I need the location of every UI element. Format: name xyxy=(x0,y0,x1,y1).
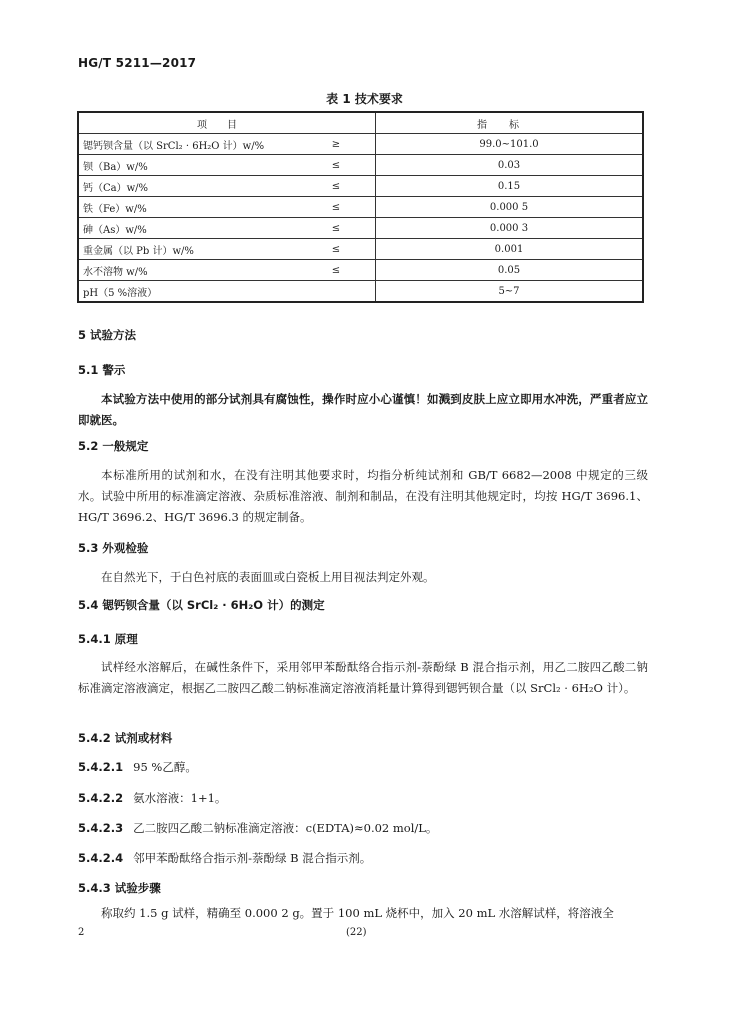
table-title: 表 1 技术要求 xyxy=(326,92,403,106)
row-value: 0.15 xyxy=(376,176,644,197)
row-item: 水不溶物 w/% xyxy=(78,260,297,281)
row-symbol: ≤ xyxy=(297,218,376,239)
warning-text: 本试验方法中使用的部分试剂具有腐蚀性，操作时应小心谨慎！如溅到皮肤上应立即用水冲洗，严重者应立即就医。 xyxy=(78,392,648,427)
row-item: 铁（Fe）w/% xyxy=(78,197,297,218)
section-5-1-heading: 5.1 警示 xyxy=(78,363,126,377)
row-item: pH（5 %溶液） xyxy=(78,281,297,303)
row-symbol: ≤ xyxy=(297,260,376,281)
row-symbol: ≤ xyxy=(297,155,376,176)
column-header-item: 项目 xyxy=(78,112,376,134)
table-row xyxy=(78,134,643,155)
row-symbol: ≤ xyxy=(297,176,376,197)
reagent-item-1 xyxy=(78,759,197,775)
reagent-number: 5.4.2.2 xyxy=(78,791,124,805)
technical-requirements-table xyxy=(77,111,644,303)
reagent-item-2 xyxy=(78,790,226,806)
row-item: 重金属（以 Pb 计）w/% xyxy=(78,239,297,260)
table-header-row xyxy=(78,112,643,134)
table-row xyxy=(78,239,643,260)
table-row xyxy=(78,281,643,303)
row-symbol xyxy=(297,281,376,303)
row-symbol: ≥ xyxy=(297,134,376,155)
row-symbol: ≤ xyxy=(297,239,376,260)
table-row xyxy=(78,155,643,176)
row-item: 锶钙钡含量（以 SrCl₂ · 6H₂O 计）w/% xyxy=(78,134,297,155)
general-rules-text: 本标准所用的试剂和水，在没有注明其他要求时，均指分析纯试剂和 GB/T 6682—2008 中规定的三级水。试验中所用的标准滴定溶液、杂质标准溶液、制剂和制品，在没有注明其他规定时，均按 HG/T 3696.1、HG/T 3696.2、HG/T 3696.3 的规定制备。 xyxy=(78,468,648,524)
reagent-number: 5.4.2.4 xyxy=(78,851,124,865)
principle-text: 试样经水溶解后，在碱性条件下，采用邻甲苯酚酞络合指示剂-萘酚绿 B 混合指示剂，用乙二胺四乙酸二钠标准滴定溶液滴定，根据乙二胺四乙酸二钠标准滴定溶液消耗量计算得到锶钙钡合量（以 SrCl₂ · 6H₂O 计）。 xyxy=(78,660,648,695)
reagent-text: 邻甲苯酚酞络合指示剂-萘酚绿 B 混合指示剂。 xyxy=(133,851,372,865)
section-5-2-heading: 5.2 一般规定 xyxy=(78,439,149,453)
standard-code: HG/T 5211—2017 xyxy=(78,56,197,70)
row-item: 钡（Ba）w/% xyxy=(78,155,297,176)
row-value: 0.03 xyxy=(376,155,644,176)
row-value: 0.001 xyxy=(376,239,644,260)
table-row xyxy=(78,260,643,281)
page-code: (22) xyxy=(346,927,367,938)
table-row xyxy=(78,197,643,218)
row-item: 钙（Ca）w/% xyxy=(78,176,297,197)
section-5-4-2-heading: 5.4.2 试剂或材料 xyxy=(78,731,173,745)
reagent-number: 5.4.2.1 xyxy=(78,760,124,774)
appearance-text: 在自然光下，于白色衬底的表面皿或白瓷板上用目视法判定外观。 xyxy=(101,570,435,584)
row-value: 5~7 xyxy=(376,281,644,303)
reagent-text: 95 %乙醇。 xyxy=(133,760,197,774)
reagent-number: 5.4.2.3 xyxy=(78,821,124,835)
row-value: 99.0~101.0 xyxy=(376,134,644,155)
section-5-heading: 5 试验方法 xyxy=(78,328,137,342)
row-value: 0.000 5 xyxy=(376,197,644,218)
reagent-item-3 xyxy=(78,820,437,836)
section-5-4-1-heading: 5.4.1 原理 xyxy=(78,632,138,646)
section-5-4-heading: 5.4 锶钙钡含量（以 SrCl₂ · 6H₂O 计）的测定 xyxy=(78,598,325,612)
section-5-3-heading: 5.3 外观检验 xyxy=(78,541,149,555)
row-symbol: ≤ xyxy=(297,197,376,218)
table-row xyxy=(78,176,643,197)
reagent-text: 氨水溶液：1+1。 xyxy=(133,791,227,805)
table-row xyxy=(78,218,643,239)
row-value: 0.05 xyxy=(376,260,644,281)
section-5-4-3-heading: 5.4.3 试验步骤 xyxy=(78,881,161,895)
row-item: 砷（As）w/% xyxy=(78,218,297,239)
reagent-item-4 xyxy=(78,850,371,866)
row-value: 0.000 3 xyxy=(376,218,644,239)
column-header-value: 指标 xyxy=(376,112,644,134)
reagent-text: 乙二胺四乙酸二钠标准滴定溶液：c(EDTA)≈0.02 mol/L。 xyxy=(133,821,438,835)
procedure-text: 称取约 1.5 g 试样，精确至 0.000 2 g。置于 100 mL 烧杯中，加入 20 mL 水溶解试样，将溶液全 xyxy=(101,906,614,920)
page-number: 2 xyxy=(78,927,85,938)
